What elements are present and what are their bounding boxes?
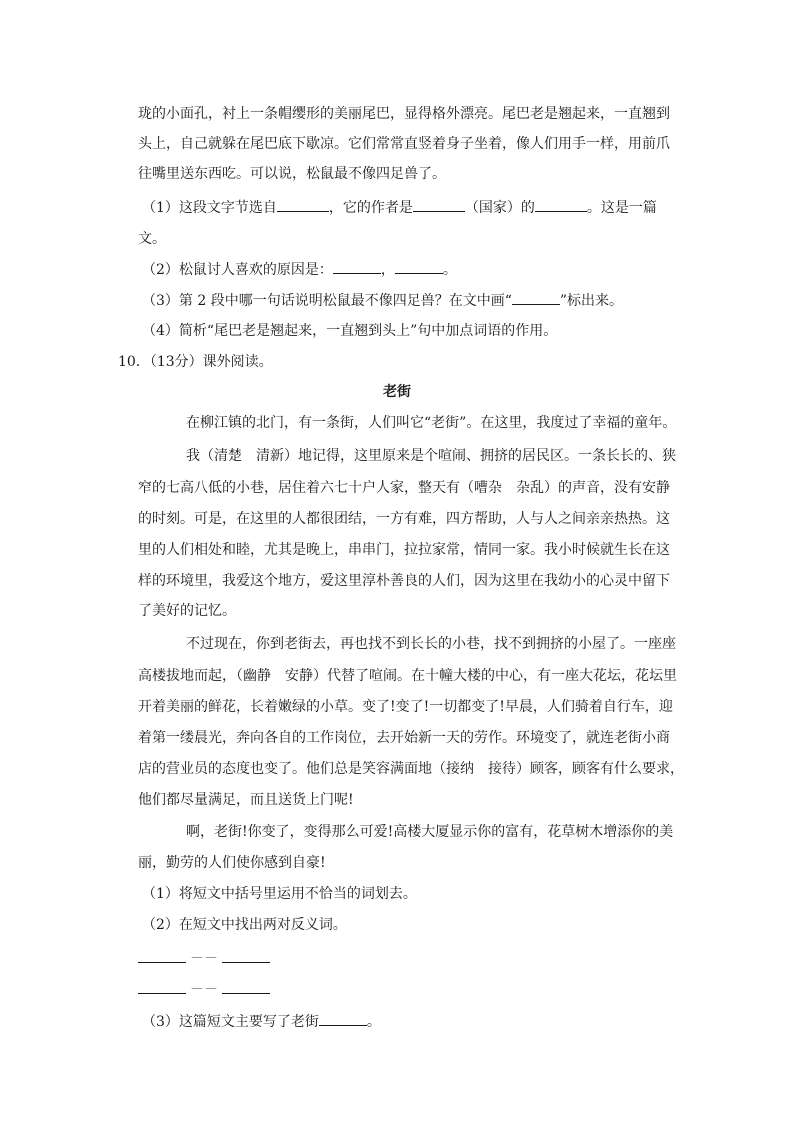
sub3-text-b: 。	[366, 1014, 381, 1030]
antonym-pair-1	[138, 948, 658, 969]
question-2	[142, 259, 662, 280]
q3-underline-mark	[512, 290, 560, 305]
q3-text-a: （3）第 2 段中哪一句话说明松鼠最不像四足兽？在文中画“	[142, 293, 512, 309]
paragraph-2-line-6: 了美好的记忆。	[138, 603, 236, 619]
paragraph-2-line-5: 样的环境里，我爱这个地方，爱这里淳朴善良的人们，因为这里在我幼小的心灵中留下	[138, 573, 670, 589]
antonym-2-blank-b[interactable]	[222, 979, 270, 994]
q2-text-c: 。	[442, 262, 457, 278]
antonym-pair-2	[138, 979, 658, 1000]
question-3	[142, 290, 662, 311]
q2-blank-1[interactable]	[333, 259, 381, 274]
question-10-header: 10．（13分）课外阅读。	[118, 354, 273, 370]
sub-question-1: （1）将短文中括号里运用不恰当的词划去。	[142, 886, 417, 902]
q2-blank-2[interactable]	[395, 259, 443, 274]
paragraph-2-line-1: 我（清楚 清新）地记得，这里原来是个喧闹、拥挤的居民区。一条长长的、狭	[186, 448, 676, 464]
question-1	[142, 197, 662, 218]
q2-text-a: （2）松鼠讨人喜欢的原因是：	[142, 262, 333, 278]
paragraph-3-line-2: 高楼拔地而起，（幽静 安静）代替了喧闹。在十幢大楼的中心，有一座大花坛，花坛里	[138, 668, 677, 684]
antonym-1-dash: －－	[190, 951, 218, 967]
paragraph-4-line-2: 丽，勤劳的人们使你感到自豪!	[138, 855, 326, 871]
paragraph-1: 在柳江镇的北门，有一条街，人们叫它“老街”。在这里，我度过了幸福的童年。	[186, 415, 677, 431]
q1-text-d: 。这是一篇	[586, 200, 657, 216]
antonym-2-blank-a[interactable]	[138, 979, 186, 994]
passage-a-line-1: 珑的小面孔，衬上一条帽缨形的美丽尾巴，显得格外漂亮。尾巴老是翘起来，一直翘到	[138, 106, 670, 122]
question-1-cont: 文。	[138, 231, 166, 247]
paragraph-4-line-1: 啊，老街!你变了，变得那么可爱!高楼大厦显示你的富有，花草树木增添你的美	[186, 824, 674, 840]
passage-title: 老街	[383, 384, 411, 400]
sub3-text-a: （3）这篇短文主要写了老街	[142, 1014, 319, 1030]
paragraph-2-line-2: 窄的七高八低的小巷，居住着六七十户人家，整天有（嘈杂 杂乱）的声音，没有安静	[138, 480, 670, 496]
paragraph-3-line-1: 不过现在，你到老街去，再也找不到长长的小巷，找不到拥挤的小屋了。一座座	[186, 636, 676, 652]
q1-text-a: （1）这段文字节选自	[142, 200, 277, 216]
paragraph-3-line-3: 开着美丽的鲜花，长着嫩绿的小草。变了!变了!一切都变了!早晨，人们骑着自行车，迎	[138, 699, 673, 715]
paragraph-3-line-5: 店的营业员的态度也变了。他们总是笑容满面地（接纳 接待）顾客，顾客有什么要求，	[138, 761, 684, 777]
sub-question-3	[142, 1011, 662, 1032]
sub-question-2: （2）在短文中找出两对反义词。	[142, 917, 347, 933]
q1-text-b: ，它的作者是	[328, 200, 413, 216]
antonym-2-dash: －－	[190, 982, 218, 998]
paragraph-2-line-3: 的时刻。可是，在这里的人都很团结，一方有难，四方帮助，人与人之间亲亲热热。这	[138, 511, 670, 527]
paragraph-3-line-4: 着第一缕晨光，奔向各自的工作岗位，去开始新一天的劳作。环境变了，就连老街小商	[138, 730, 670, 746]
sub3-blank[interactable]	[319, 1011, 367, 1026]
passage-a-line-3: 往嘴里送东西吃。可以说，松鼠最不像四足兽了。	[138, 166, 446, 182]
q2-text-b: ，	[380, 262, 395, 278]
antonym-1-blank-b[interactable]	[222, 948, 270, 963]
q1-blank-country[interactable]	[413, 197, 465, 212]
paragraph-2-line-4: 里的人们相处和睦，尤其是晚上，串串门，拉拉家常，情同一家。我小时候就生长在这	[138, 542, 670, 558]
q3-text-b: ”标出来。	[559, 293, 624, 309]
q1-blank-source[interactable]	[277, 197, 329, 212]
q1-text-c: （国家）的	[464, 200, 535, 216]
q1-blank-author[interactable]	[535, 197, 587, 212]
question-4: （4）简析“尾巴老是翘起来，一直翘到头上”句中加点词语的作用。	[142, 323, 558, 339]
passage-a-line-2: 头上，自己就躲在尾巴底下歇凉。它们常常直竖着身子坐着，像人们用手一样，用前爪	[138, 136, 670, 152]
paragraph-3-line-6: 他们都尽量满足，而且送货上门呢!	[138, 792, 354, 808]
antonym-1-blank-a[interactable]	[138, 948, 186, 963]
